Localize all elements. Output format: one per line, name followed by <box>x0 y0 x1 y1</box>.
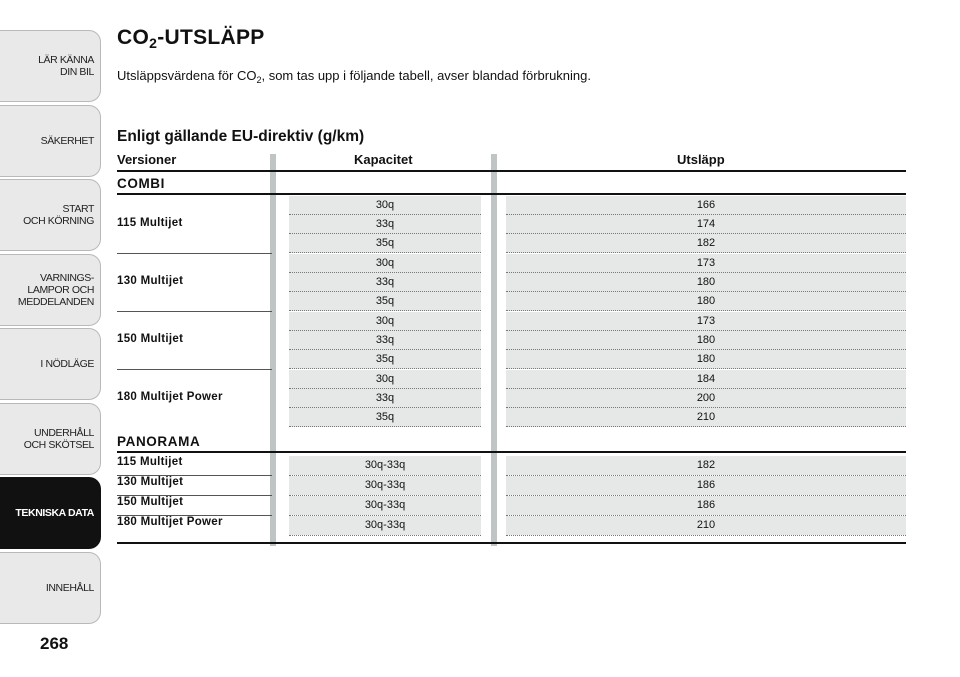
emission-cell <box>506 254 906 273</box>
engine-label: 150 Multijet <box>117 332 184 345</box>
capacity-cell <box>289 370 481 389</box>
intro-text: Utsläppsvärdena för $CO_2$, som tas upp i följande tabell, avser blandad förbrukning. <box>117 68 592 85</box>
capacity-cell <box>289 456 481 475</box>
capacity-cell <box>289 408 481 427</box>
emission-cell <box>506 331 906 350</box>
page-number: 268 <box>40 634 69 653</box>
row-separator <box>289 310 481 311</box>
engine-rule <box>117 311 272 312</box>
row-separator <box>506 368 906 369</box>
engine-rule <box>117 369 272 370</box>
emission-cell-text: 180 <box>696 353 716 365</box>
row-separator <box>506 252 906 253</box>
capacity-cell-text: 33q <box>375 276 395 288</box>
capacity-cell <box>289 254 481 273</box>
group-rule <box>117 451 906 453</box>
row-separator <box>506 535 906 536</box>
engine-label: 180 Multijet Power <box>117 390 223 403</box>
emission-cell-text: 180 <box>696 295 716 307</box>
capacity-cell <box>289 312 481 331</box>
sidebar-tab-0[interactable]: LÄR KÄNNA DIN BIL <box>0 30 101 102</box>
emissions-table <box>117 150 906 548</box>
row-separator <box>506 310 906 311</box>
capacity-cell-text: 33q <box>375 392 395 404</box>
capacity-cell <box>289 389 481 408</box>
group-rule <box>117 193 906 195</box>
capacity-cell <box>289 496 481 515</box>
header-rule <box>117 170 906 172</box>
column-header-versions: Versioner <box>117 152 177 167</box>
emission-cell <box>506 273 906 292</box>
row-separator <box>289 426 481 427</box>
column-header-emissions: Utsläpp <box>677 152 725 167</box>
engine-label: 130 Multijet <box>117 476 184 488</box>
sidebar-tab-5[interactable]: UNDERHÅLL OCH SKÖTSEL <box>0 403 101 475</box>
capacity-cell-text: 30q-33q <box>364 459 406 471</box>
capacity-cell-text: 30q <box>375 257 395 269</box>
capacity-cell <box>289 476 481 495</box>
table-bottom-rule <box>117 542 906 544</box>
column-divider <box>270 154 276 546</box>
capacity-cell-text: 30q-33q <box>364 519 406 531</box>
capacity-cell-text: 30q <box>375 315 395 327</box>
emission-cell <box>506 370 906 389</box>
capacity-cell <box>289 292 481 311</box>
capacity-cell <box>289 273 481 292</box>
emission-cell-text: 182 <box>696 459 716 471</box>
engine-label: 115 Multijet <box>117 456 183 468</box>
emission-cell-text: 210 <box>696 519 716 531</box>
capacity-cell-text: 30q <box>375 373 395 385</box>
emission-cell-text: 186 <box>696 479 716 491</box>
emission-cell <box>506 456 906 475</box>
capacity-cell-text: 35q <box>375 353 395 365</box>
emission-cell-text: 174 <box>696 218 716 230</box>
emission-cell <box>506 496 906 515</box>
sidebar-tab-6[interactable]: TEKNISKA DATA <box>0 477 101 549</box>
emission-cell <box>506 292 906 311</box>
capacity-cell-text: 30q-33q <box>364 479 406 491</box>
capacity-cell-text: 30q <box>375 199 395 211</box>
column-header-capacity: Kapacitet <box>354 152 413 167</box>
sidebar-tab-1[interactable]: SÄKERHET <box>0 105 101 177</box>
capacity-cell-text: 35q <box>375 237 395 249</box>
engine-label: 180 Multijet Power <box>117 516 223 528</box>
emission-cell-text: 180 <box>696 276 716 288</box>
capacity-cell-text: 35q <box>375 411 395 423</box>
column-divider <box>491 154 497 546</box>
engine-label: 150 Multijet <box>117 496 184 508</box>
emission-cell-text: 173 <box>696 257 716 269</box>
capacity-cell <box>289 350 481 369</box>
emission-cell <box>506 234 906 253</box>
table-caption: Enligt gällande EU-direktiv (g/km) <box>117 128 365 145</box>
emission-cell <box>506 196 906 215</box>
emission-cell <box>506 408 906 427</box>
row-separator <box>506 426 906 427</box>
capacity-cell-text: 35q <box>375 295 395 307</box>
engine-label: 130 Multijet <box>117 274 184 287</box>
engine-rule <box>117 253 272 254</box>
sidebar-tab-7[interactable]: INNEHÅLL <box>0 552 101 624</box>
capacity-cell-text: 33q <box>375 218 395 230</box>
emission-cell <box>506 389 906 408</box>
emission-cell-text: 182 <box>696 237 716 249</box>
capacity-cell <box>289 516 481 535</box>
emission-cell-text: 173 <box>696 315 716 327</box>
row-separator <box>289 535 481 536</box>
emission-cell <box>506 350 906 369</box>
emission-cell <box>506 516 906 535</box>
capacity-cell-text: 33q <box>375 334 395 346</box>
emission-cell-text: 200 <box>696 392 716 404</box>
capacity-cell <box>289 331 481 350</box>
emission-cell-text: 180 <box>696 334 716 346</box>
engine-label: 115 Multijet <box>117 216 183 229</box>
group-label: COMBI <box>117 176 165 191</box>
capacity-cell <box>289 215 481 234</box>
group-label: PANORAMA <box>117 434 201 449</box>
capacity-cell-text: 30q-33q <box>364 499 406 511</box>
emission-cell <box>506 215 906 234</box>
sidebar-tab-4[interactable]: I NÖDLÄGE <box>0 328 101 400</box>
emission-cell-text: 186 <box>696 499 716 511</box>
emission-cell-text: 166 <box>696 199 716 211</box>
row-separator <box>289 368 481 369</box>
emission-cell <box>506 476 906 495</box>
sidebar-tab-3[interactable]: VARNINGS- LAMPOR OCH MEDDELANDEN <box>0 254 101 326</box>
emission-cell-text: 184 <box>696 373 716 385</box>
row-separator <box>289 252 481 253</box>
page-title: $CO_2$-UTSLÄPP <box>117 26 265 51</box>
capacity-cell <box>289 196 481 215</box>
emission-cell-text: 210 <box>696 411 716 423</box>
capacity-cell <box>289 234 481 253</box>
sidebar-tab-2[interactable]: START OCH KÖRNING <box>0 179 101 251</box>
emission-cell <box>506 312 906 331</box>
